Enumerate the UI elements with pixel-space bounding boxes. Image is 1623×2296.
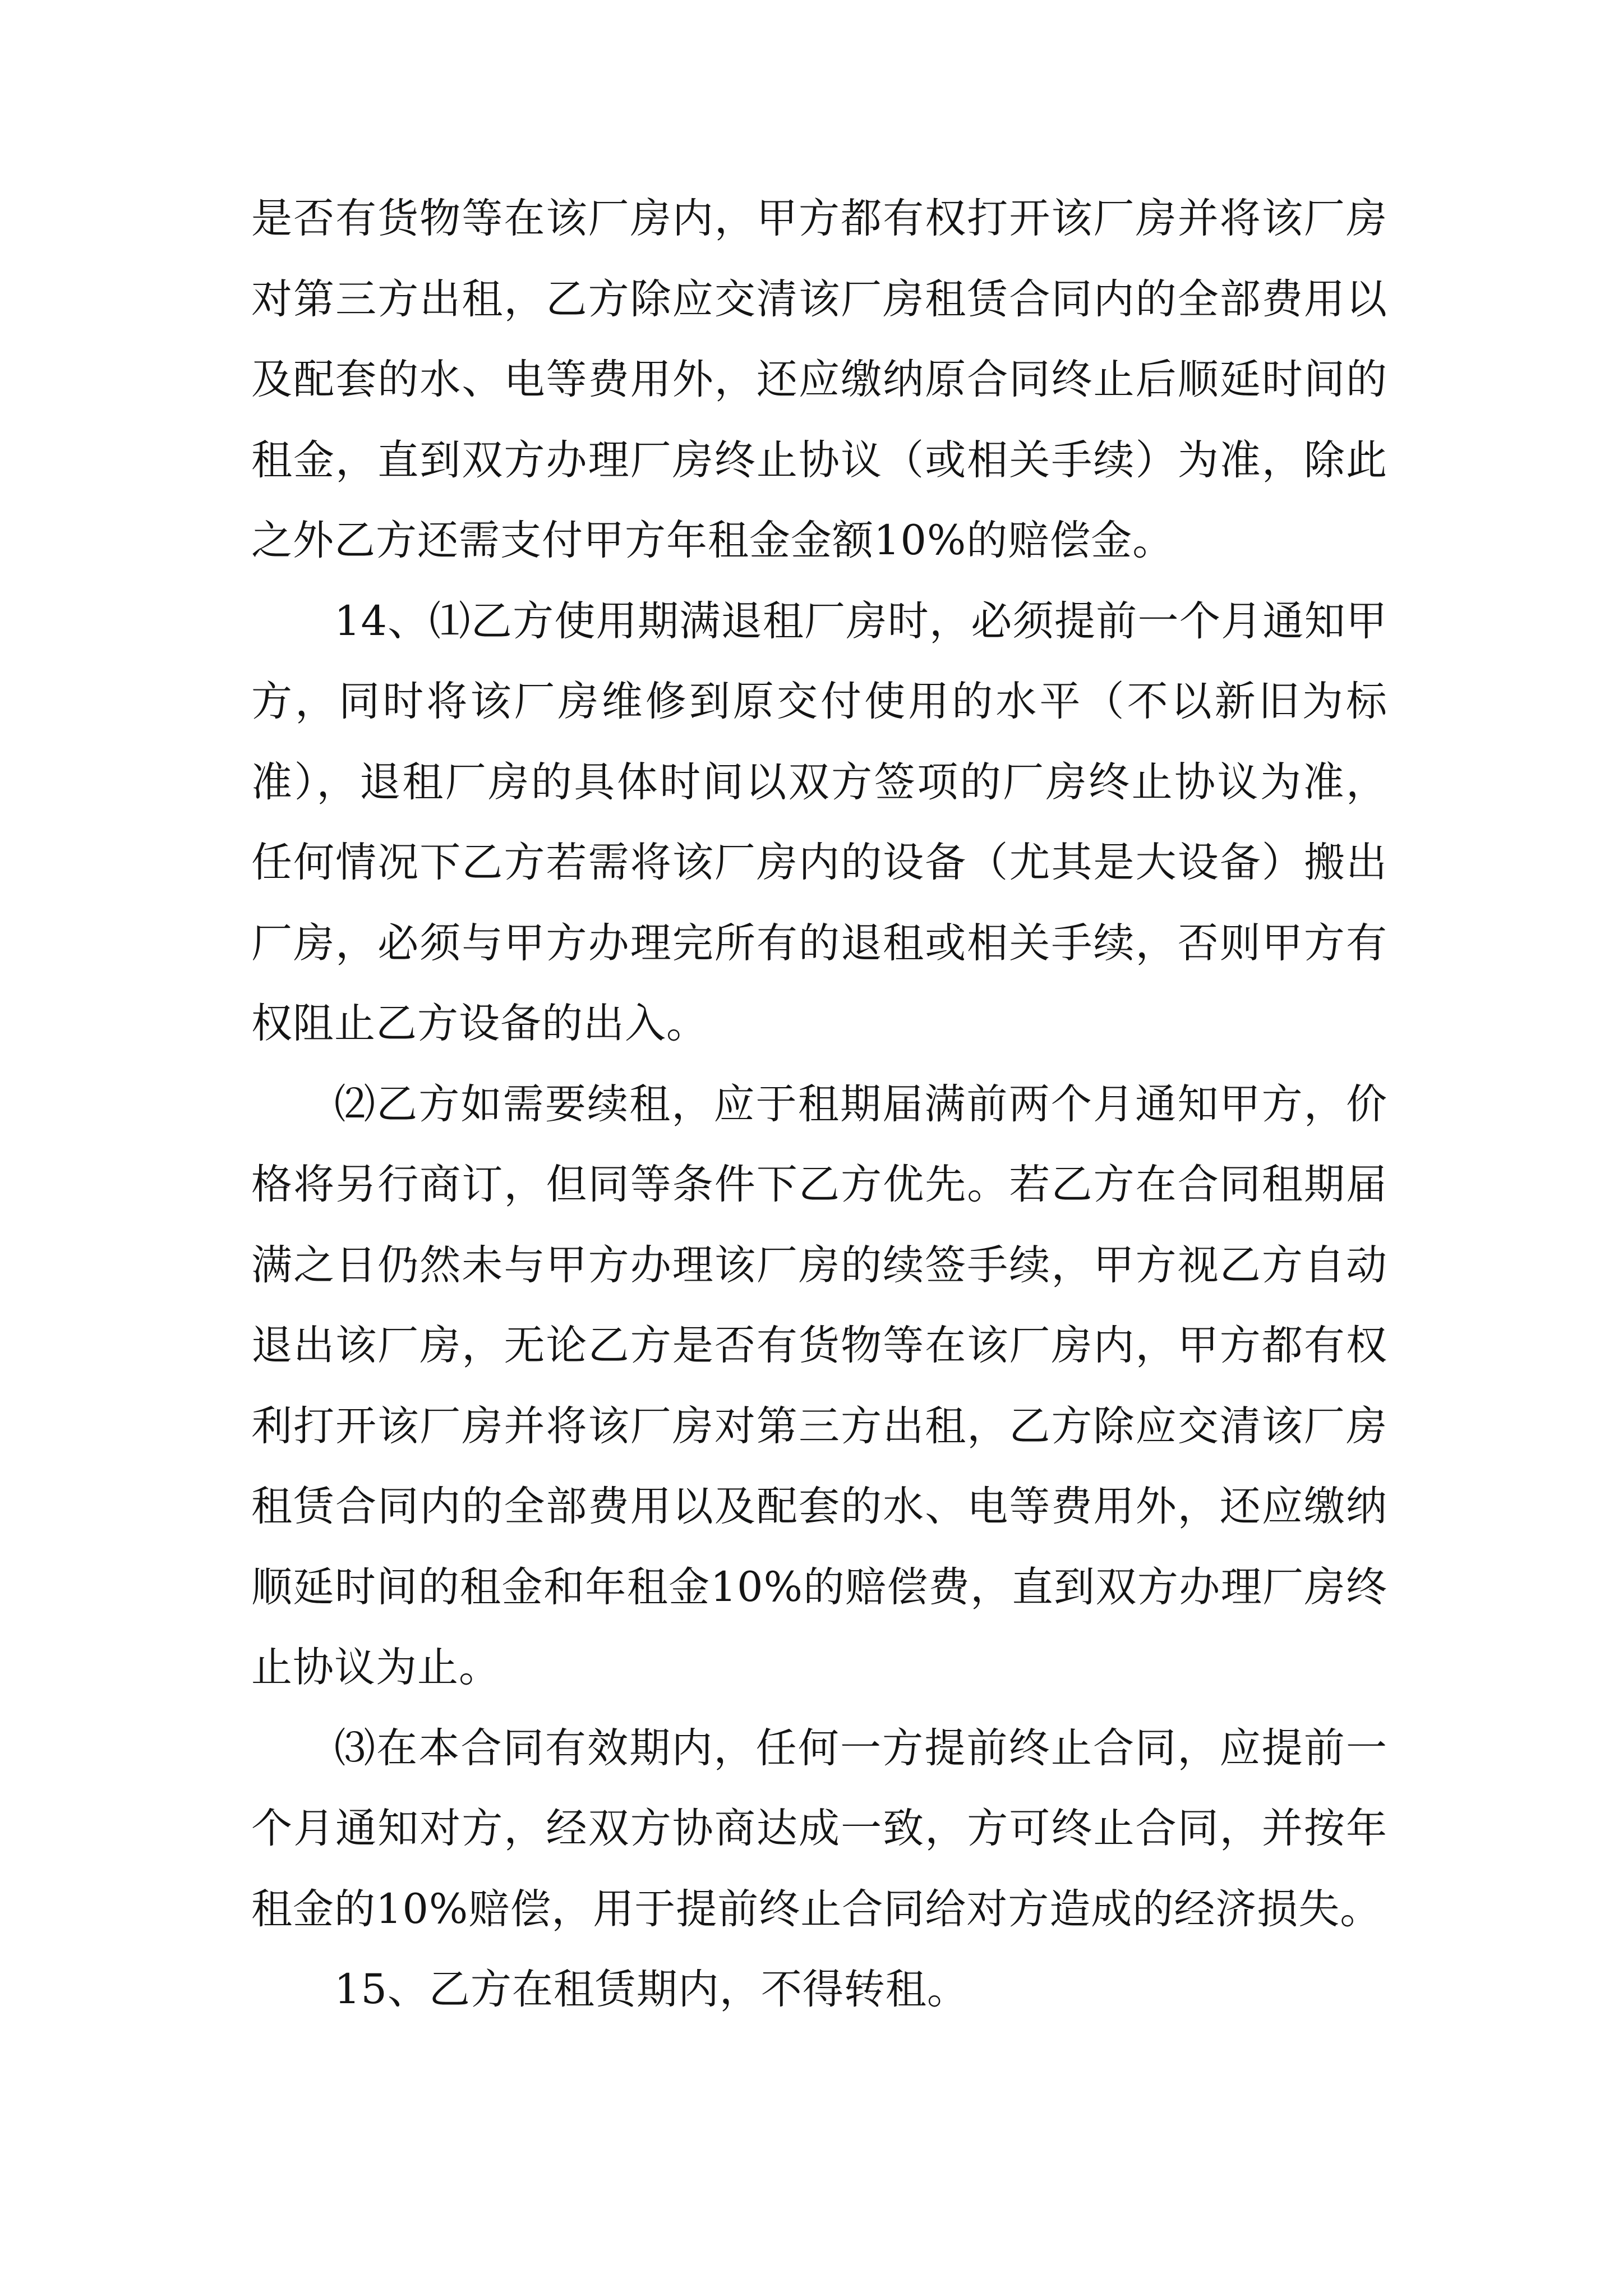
paragraph-clause-15: 15、乙方在租赁期内，不得转租。 xyxy=(334,1966,969,2013)
paragraph-clause-14-1: 14、⑴乙方使用期满退租厂房时，必须提前一个月通知甲方，同时将该厂房维修到原交付使用的水平（不以新旧为标准），退租厂房的具体时间以双方签项的厂房终止协议为准，任何情况下乙方若需将该厂房内的设备（尤其是大设备）搬出厂房，必须与甲方办理完所有的退租或相关手续，否则甲方有权阻止乙方设备的出入。 xyxy=(251,597,1387,1047)
paragraph-continuation: 是否有货物等在该厂房内，甲方都有权打开该厂房并将该厂房对第三方出租，乙方除应交清该厂房租赁合同内的全部费用以及配套的水、电等费用外，还应缴纳原合同终止后顺延时间的租金，直到双方办理厂房终止协议（或相关手续）为准，除此之外乙方还需支付甲方年租金金额10%的赔偿金。 xyxy=(251,195,1387,564)
paragraph-clause-14-3: ⑶在本合同有效期内，任何一方提前终止合同，应提前一个月通知对方，经双方协商达成一致，方可终止合同，并按年租金的10%赔偿，用于提前终止合同给对方造成的经济损失。 xyxy=(251,1724,1387,1933)
paragraph-clause-14-2: ⑵乙方如需要续租，应于租期届满前两个月通知甲方，价格将另行商订，但同等条件下乙方优先。若乙方在合同租期届满之日仍然未与甲方办理该厂房的续签手续，甲方视乙方自动退出该厂房，无论乙方是否有货物等在该厂房内，甲方都有权利打开该厂房并将该厂房对第三方出租，乙方除应交清该厂房租赁合同内的全部费用以及配套的水、电等费用外，还应缴纳顺延时间的租金和年租金10%的赔偿费，直到双方办理厂房终止协议为止。 xyxy=(251,1080,1387,1691)
contract-body xyxy=(251,178,1387,2030)
